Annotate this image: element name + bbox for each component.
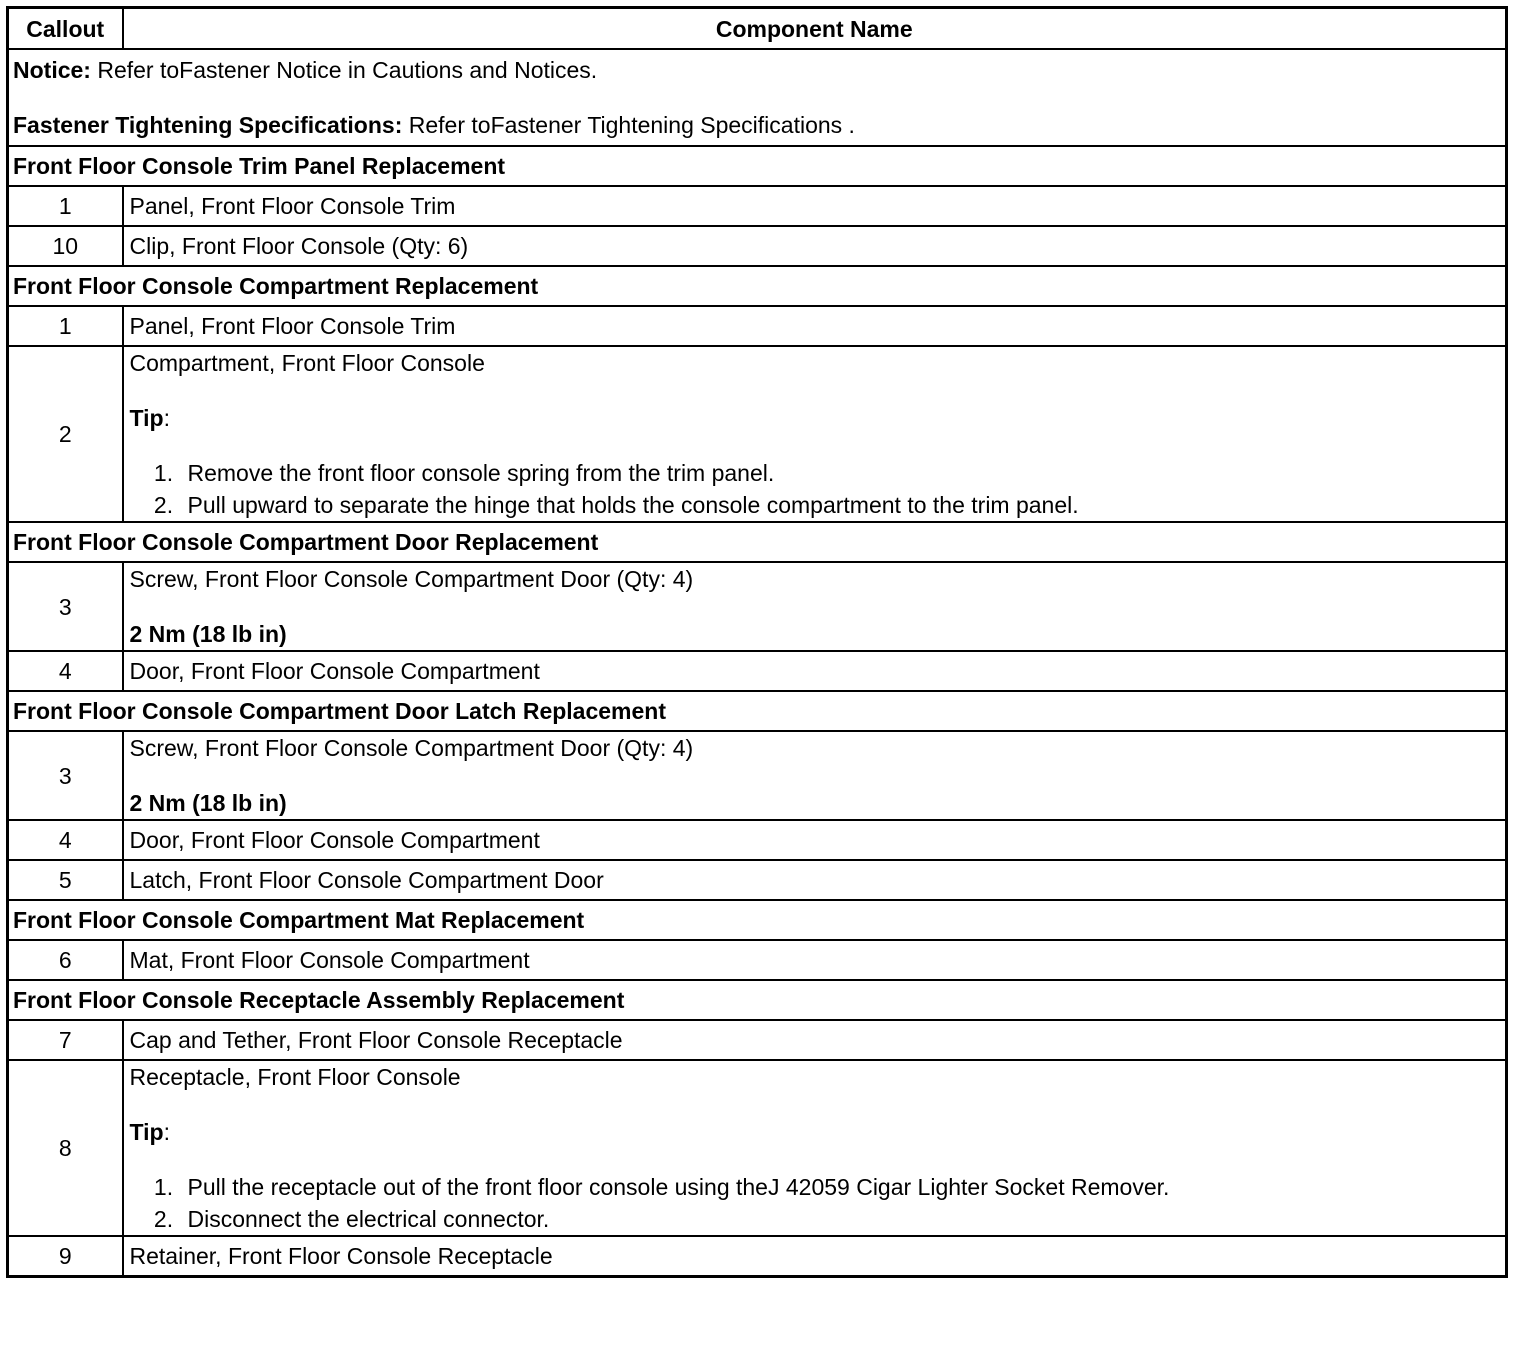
table-row xyxy=(8,651,1507,691)
component-cell: Latch, Front Floor Console Compartment Door xyxy=(123,860,1507,900)
notice-row xyxy=(8,49,1507,146)
spec-text: Refer toFastener Tightening Specifications . xyxy=(402,112,855,138)
tip-steps xyxy=(130,457,1500,521)
callout-cell: 4 xyxy=(8,651,123,691)
callout-cell: 7 xyxy=(8,1020,123,1060)
tip-step: 1. Pull the receptacle out of the front floor console using theJ 42059 Cigar Lighter Socket Remover. xyxy=(180,1171,1500,1203)
notice-text: Refer toFastener Notice in Cautions and Notices. xyxy=(90,57,598,83)
section-header-row xyxy=(8,146,1507,186)
table-row xyxy=(8,1060,1507,1236)
component-cell xyxy=(123,1060,1507,1236)
component-name: Compartment, Front Floor Console xyxy=(129,350,485,376)
section-header-row xyxy=(8,980,1507,1020)
tip-step: 2. Pull upward to separate the hinge that holds the console compartment to the trim panel. xyxy=(180,489,1500,521)
section-title: Front Floor Console Compartment Mat Replacement xyxy=(8,900,1507,940)
document-page xyxy=(6,6,1508,1278)
component-cell: Panel, Front Floor Console Trim xyxy=(123,186,1507,226)
section-header-row xyxy=(8,266,1507,306)
callout-cell: 3 xyxy=(8,731,123,820)
component-table xyxy=(6,6,1508,1278)
tip-label: Tip xyxy=(129,1119,164,1145)
component-name-column-header: Component Name xyxy=(123,8,1507,50)
table-row xyxy=(8,1020,1507,1060)
table-row xyxy=(8,186,1507,226)
table-row xyxy=(8,306,1507,346)
section-title: Front Floor Console Compartment Replacement xyxy=(8,266,1507,306)
section-title: Front Floor Console Compartment Door Replacement xyxy=(8,522,1507,562)
notice-label: Notice: xyxy=(13,57,91,83)
component-cell: Panel, Front Floor Console Trim xyxy=(123,306,1507,346)
table-row xyxy=(8,1236,1507,1277)
table-row xyxy=(8,562,1507,651)
notice-cell xyxy=(8,49,1507,146)
callout-cell: 1 xyxy=(8,306,123,346)
component-name: Receptacle, Front Floor Console xyxy=(129,1064,461,1090)
component-cell: Cap and Tether, Front Floor Console Receptacle xyxy=(123,1020,1507,1060)
table-header-row xyxy=(8,8,1507,50)
component-cell: Clip, Front Floor Console (Qty: 6) xyxy=(123,226,1507,266)
component-cell xyxy=(123,562,1507,651)
tip-line xyxy=(130,1116,1500,1148)
section-title: Front Floor Console Trim Panel Replacement xyxy=(8,146,1507,186)
tip-step: 2. Disconnect the electrical connector. xyxy=(180,1203,1500,1235)
component-cell: Mat, Front Floor Console Compartment xyxy=(123,940,1507,980)
section-header-row xyxy=(8,522,1507,562)
section-header-row xyxy=(8,900,1507,940)
callout-cell: 2 xyxy=(8,346,123,522)
component-cell: Door, Front Floor Console Compartment xyxy=(123,820,1507,860)
section-title: Front Floor Console Compartment Door Latch Replacement xyxy=(8,691,1507,731)
notice-line xyxy=(13,54,1501,86)
tip-line xyxy=(130,402,1500,434)
table-row xyxy=(8,940,1507,980)
callout-cell: 4 xyxy=(8,820,123,860)
table-row xyxy=(8,860,1507,900)
callout-cell: 9 xyxy=(8,1236,123,1277)
torque-spec: 2 Nm (18 lb in) xyxy=(129,790,287,816)
component-name: Screw, Front Floor Console Compartment Door (Qty: 4) xyxy=(129,735,694,761)
section-title: Front Floor Console Receptacle Assembly Replacement xyxy=(8,980,1507,1020)
tip-steps xyxy=(130,1171,1500,1235)
callout-cell: 10 xyxy=(8,226,123,266)
callout-cell: 1 xyxy=(8,186,123,226)
callout-cell: 3 xyxy=(8,562,123,651)
callout-cell: 8 xyxy=(8,1060,123,1236)
table-row xyxy=(8,820,1507,860)
table-row xyxy=(8,226,1507,266)
torque-spec: 2 Nm (18 lb in) xyxy=(129,621,287,647)
component-cell: Door, Front Floor Console Compartment xyxy=(123,651,1507,691)
tip-step: 1. Remove the front floor console spring from the trim panel. xyxy=(180,457,1500,489)
tip-colon: : xyxy=(163,405,170,431)
tip-colon: : xyxy=(163,1119,170,1145)
component-name: Screw, Front Floor Console Compartment Door (Qty: 4) xyxy=(129,566,694,592)
component-cell xyxy=(123,731,1507,820)
component-cell xyxy=(123,346,1507,522)
table-row xyxy=(8,731,1507,820)
component-cell: Retainer, Front Floor Console Receptacle xyxy=(123,1236,1507,1277)
callout-column-header: Callout xyxy=(8,8,123,50)
table-row xyxy=(8,346,1507,522)
spec-line xyxy=(13,109,1501,141)
spec-label: Fastener Tightening Specifications: xyxy=(13,112,403,138)
section-header-row xyxy=(8,691,1507,731)
tip-label: Tip xyxy=(129,405,164,431)
callout-cell: 6 xyxy=(8,940,123,980)
callout-cell: 5 xyxy=(8,860,123,900)
